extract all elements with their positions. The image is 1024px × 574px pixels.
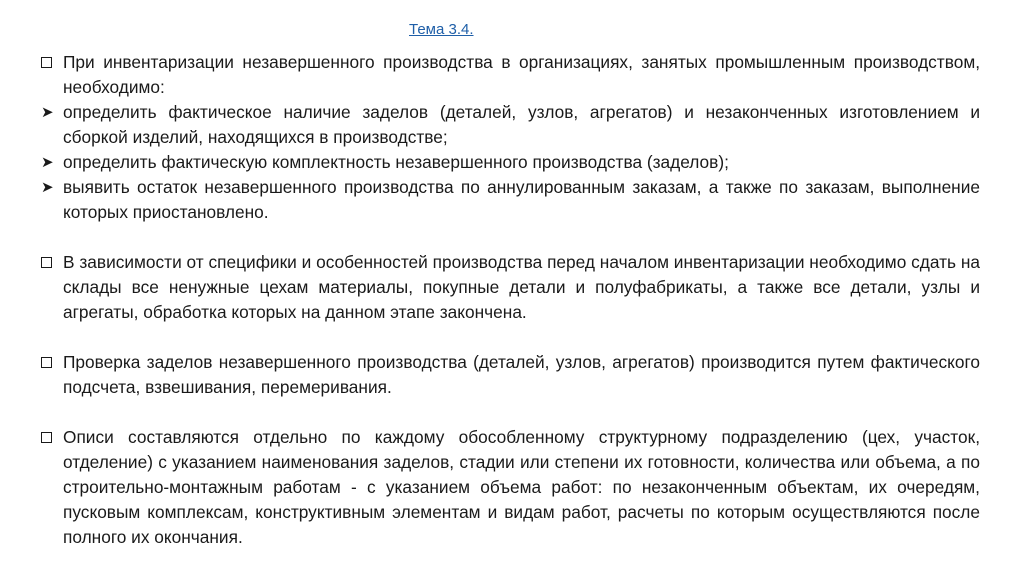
checkbox-bullet-icon [40, 425, 63, 450]
list-item-text: Описи составляются отдельно по каждому обособленному структурному подразделению (цех, участок, отделение) с указанием наименования заделов, стадии или степени их готовности, количества или объема, а по строительно-монтажным работам - с указанием объема работ: по незаконченным объектам, их очередям, пусковым комплексам, конструктивным элементам и видам работ, расчеты по которым осуществляются после полного их окончания. [63, 427, 980, 547]
arrow-bullet-icon: ➤ [41, 179, 54, 196]
list-item [40, 100, 980, 150]
checkbox-bullet-icon [40, 50, 63, 75]
list-item-text: При инвентаризации незавершенного производства в организациях, занятых промышленным производством, необходимо: [63, 52, 980, 97]
spacer [40, 225, 980, 250]
list-item [40, 50, 980, 100]
list-item [40, 250, 980, 325]
arrow-bullet-icon: ➤ [41, 104, 54, 121]
list-item-text: Проверка заделов незавершенного производства (деталей, узлов, агрегатов) производится путем фактического подсчета, взвешивания, перемеривания. [63, 352, 980, 397]
spacer [40, 325, 980, 350]
list-item-text: В зависимости от специфики и особенностей производства перед началом инвентаризации необходимо сдать на склады все ненужные цехам материалы, покупные детали и полуфабрикаты, а также все детали, узлы и агрегаты, обработка которых на данном этапе закончена. [63, 252, 980, 322]
spacer [40, 400, 980, 425]
list-item-text: определить фактическое наличие заделов (деталей, узлов, агрегатов) и незаконченных изготовлением и сборкой изделий, находящихся в производстве; [63, 102, 980, 147]
checkbox-bullet-icon [40, 350, 63, 375]
arrow-bullet-icon: ➤ [41, 154, 54, 171]
slide-body [40, 50, 980, 550]
list-item [40, 150, 980, 175]
list-item-text: определить фактическую комплектность незавершенного производства (заделов); [63, 152, 729, 172]
list-item [40, 350, 980, 400]
slide-title: Тема 3.4. [409, 21, 474, 38]
list-item [40, 175, 980, 225]
checkbox-bullet-icon [40, 250, 63, 275]
list-item [40, 425, 980, 550]
list-item-text: выявить остаток незавершенного производства по аннулированным заказам, а также по заказам, выполнение которых приостановлено. [63, 177, 980, 222]
